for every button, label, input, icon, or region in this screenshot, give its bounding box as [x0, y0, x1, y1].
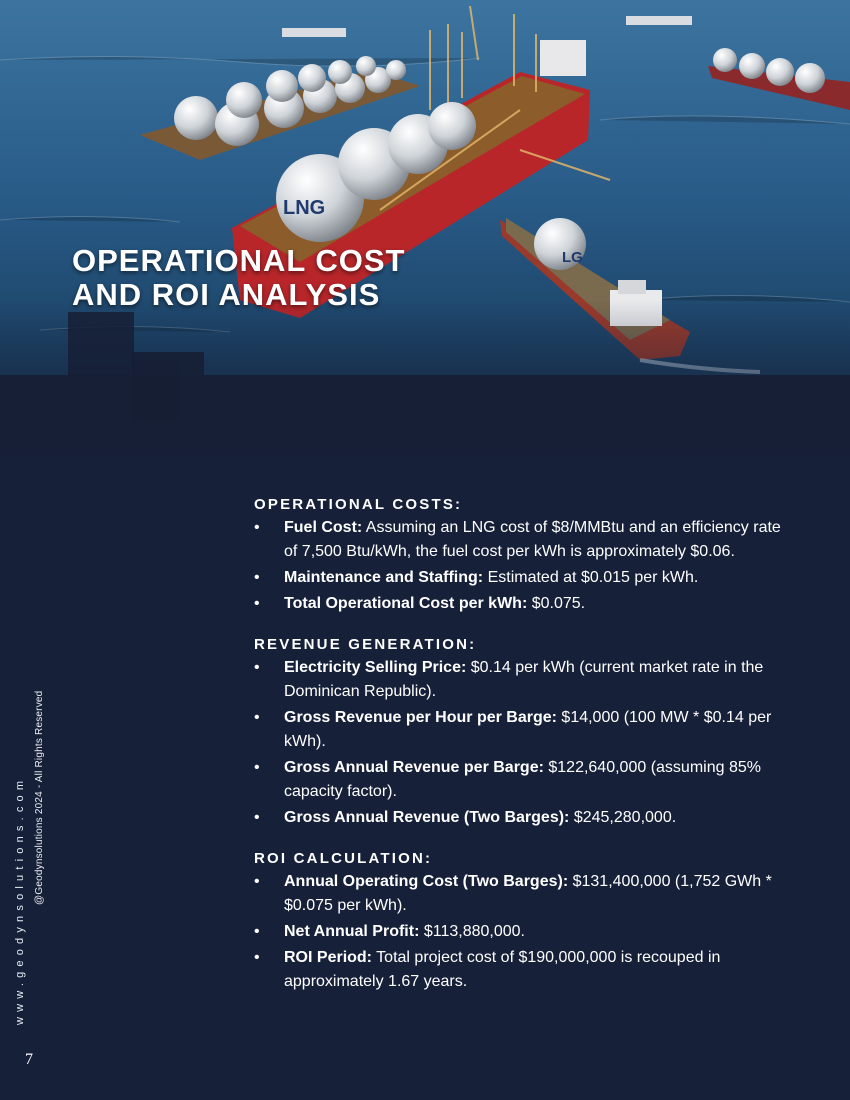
website-url: www.geodynsolutions.com	[14, 775, 26, 1025]
decor-square	[132, 352, 178, 422]
bullet-icon: •	[254, 923, 260, 940]
decor-block	[0, 375, 850, 455]
bullet-icon: •	[254, 949, 260, 966]
bullet-item	[254, 920, 794, 944]
section-heading: REVENUE GENERATION:	[254, 636, 477, 653]
bullet-item	[254, 656, 794, 704]
bullet-icon: •	[254, 759, 260, 776]
bullet-label: Total Operational Cost per kWh:	[284, 595, 528, 612]
decor-square	[68, 312, 134, 376]
bullet-item	[254, 566, 794, 590]
title-line-2: AND ROI ANALYSIS	[72, 277, 381, 312]
bullet-text: $0.075.	[527, 595, 586, 612]
bullet-icon: •	[254, 595, 260, 612]
title-line-1: OPERATIONAL COST	[72, 243, 406, 278]
bullet-item	[254, 946, 794, 994]
section	[254, 634, 794, 830]
bullet-label: Net Annual Profit:	[284, 923, 420, 940]
page-title	[72, 244, 405, 312]
bullet-text: $122,640,000 (assuming 85% capacity factor).	[284, 759, 761, 800]
page-number: 7	[25, 1051, 33, 1068]
bullet-icon: •	[254, 659, 260, 676]
bullet-icon: •	[254, 709, 260, 726]
copyright-notice: @Geodynsolutions 2024 - All Rights Reserved	[34, 690, 45, 905]
hero-image	[0, 0, 850, 455]
bullet-item	[254, 870, 794, 918]
bullet-list	[254, 870, 794, 994]
bullet-item	[254, 756, 794, 804]
bullet-text: $245,280,000.	[569, 809, 677, 826]
bullet-icon: •	[254, 519, 260, 536]
bullet-label: Gross Revenue per Hour per Barge:	[284, 709, 557, 726]
bullet-text: Total project cost of $190,000,000 is recouped in approximately 1.67 years.	[284, 949, 721, 990]
decor-square	[178, 352, 204, 376]
content-area	[254, 494, 794, 1012]
bullet-label: ROI Period:	[284, 949, 373, 966]
bullet-text: $14,000 (100 MW * $0.14 per kWh).	[284, 709, 772, 750]
bullet-text: $131,400,000 (1,752 GWh * $0.075 per kWh).	[284, 873, 772, 914]
bullet-label: Fuel Cost:	[284, 519, 363, 536]
section	[254, 494, 794, 616]
bullet-label: Gross Annual Revenue per Barge:	[284, 759, 544, 776]
bullet-label: Electricity Selling Price:	[284, 659, 467, 676]
bullet-icon: •	[254, 569, 260, 586]
bullet-text: Estimated at $0.015 per kWh.	[483, 569, 699, 586]
bullet-label: Annual Operating Cost (Two Barges):	[284, 873, 569, 890]
tank-label-main: LNG	[283, 197, 326, 219]
bullet-icon: •	[254, 809, 260, 826]
bullet-icon: •	[254, 873, 260, 890]
section-heading: OPERATIONAL COSTS:	[254, 496, 463, 513]
bullet-text: $0.14 per kWh (current market rate in the Dominican Republic).	[284, 659, 764, 700]
bullet-text: $113,880,000.	[419, 923, 525, 940]
bullet-text: Assuming an LNG cost of $8/MMBtu and an efficiency rate of 7,500 Btu/kWh, the fuel cost per kWh is approximately $0.06.	[284, 519, 781, 560]
bullet-item	[254, 592, 794, 616]
bullet-label: Maintenance and Staffing:	[284, 569, 484, 586]
bullet-list	[254, 656, 794, 830]
section	[254, 848, 794, 994]
bullet-item	[254, 516, 794, 564]
bullet-list	[254, 516, 794, 616]
bullet-item	[254, 806, 794, 830]
tank-label-small: LG	[562, 249, 583, 266]
bullet-label: Gross Annual Revenue (Two Barges):	[284, 809, 570, 826]
bullet-item	[254, 706, 794, 754]
section-heading: ROI CALCULATION:	[254, 850, 433, 867]
